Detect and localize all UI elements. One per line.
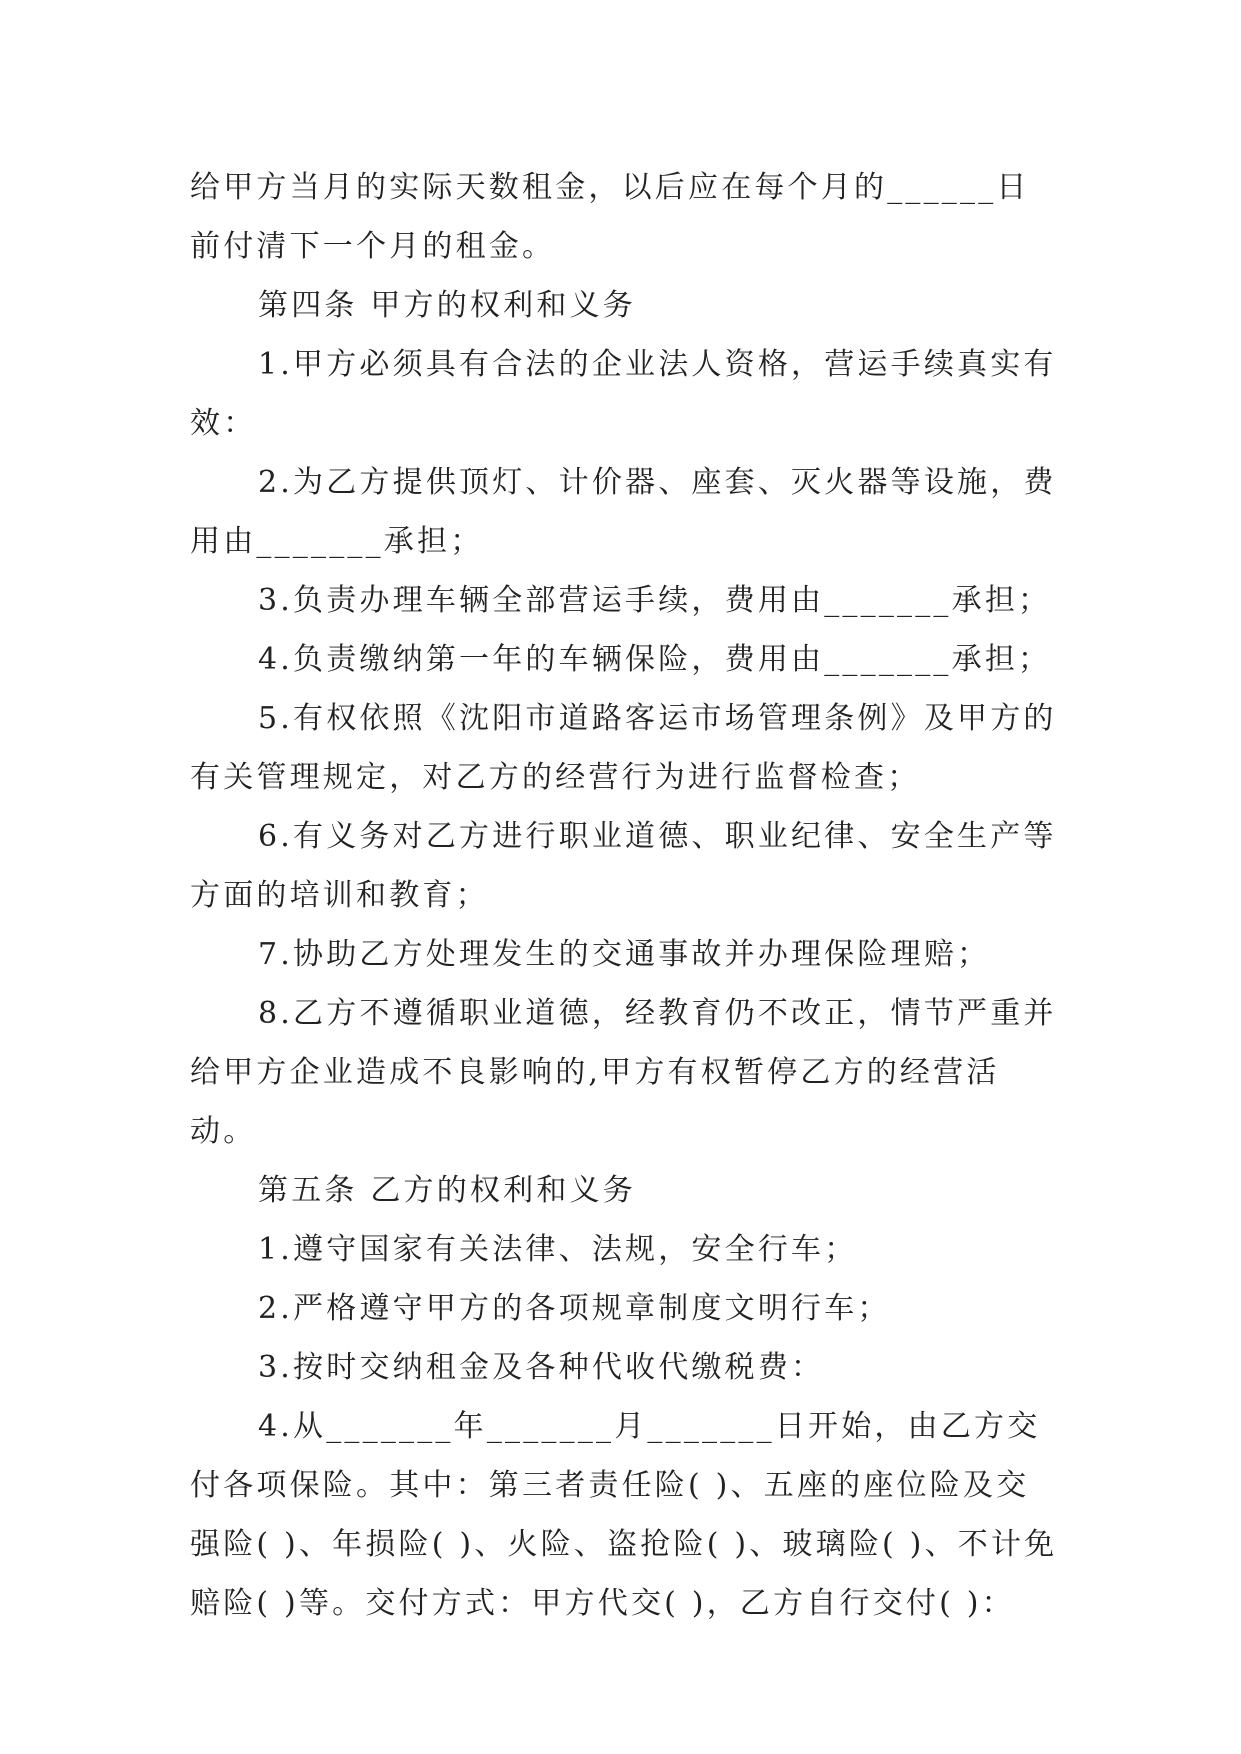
paragraph-rent-payment: 给甲方当月的实际天数租金，以后应在每个月的______日前付清下一个月的租金。 (190, 170, 1030, 264)
clause-a-1: 1.甲方必须具有合法的企业法人资格，营运手续真实有效： (190, 347, 1057, 441)
clause-a-4: 4.负责缴纳第一年的车辆保险，费用由_______承担； (258, 642, 1052, 677)
heading-article-4: 第四条 甲方的权利和义务 (258, 288, 636, 323)
document-body (190, 158, 1060, 1633)
clause-a-2: 2.为乙方提供顶灯、计价器、座套、灭火器等设施，费用由_______承担； (190, 465, 1057, 559)
clause-a-3: 3.负责办理车辆全部营运手续，费用由_______承担； (258, 583, 1052, 618)
clause-b-3: 3.按时交纳租金及各种代收代缴税费： (258, 1350, 825, 1385)
clause-b-4: 4.从_______年_______月_______日开始，由乙方交付各项保险。其中：第三者责任险( )、五座的座位险及交强险( )、年损险( )、火险、盗抢险( )、玻璃险( )、不计免赔险( )等。交付方式：甲方代交( )，乙方自行交付( )： (190, 1409, 1058, 1621)
clause-b-1: 1.遵守国家有关法律、法规，安全行车； (258, 1232, 858, 1267)
heading-article-5: 第五条 乙方的权利和义务 (258, 1173, 636, 1208)
clause-a-7: 7.协助乙方处理发生的交通事故并办理保险理赔； (258, 937, 991, 972)
clause-a-8: 8.乙方不遵循职业道德，经教育仍不改正，情节严重并给甲方企业造成不良影响的,甲方有权暂停乙方的经营活动。 (190, 996, 1057, 1149)
clause-a-6: 6.有义务对乙方进行职业道德、职业纪律、安全生产等方面的培训和教育； (190, 819, 1057, 913)
clause-a-5: 5.有权依照《沈阳市道路客运市场管理条例》及甲方的有关管理规定，对乙方的经营行为进行监督检查； (190, 701, 1057, 795)
clause-b-2: 2.严格遵守甲方的各项规章制度文明行车； (258, 1291, 891, 1326)
